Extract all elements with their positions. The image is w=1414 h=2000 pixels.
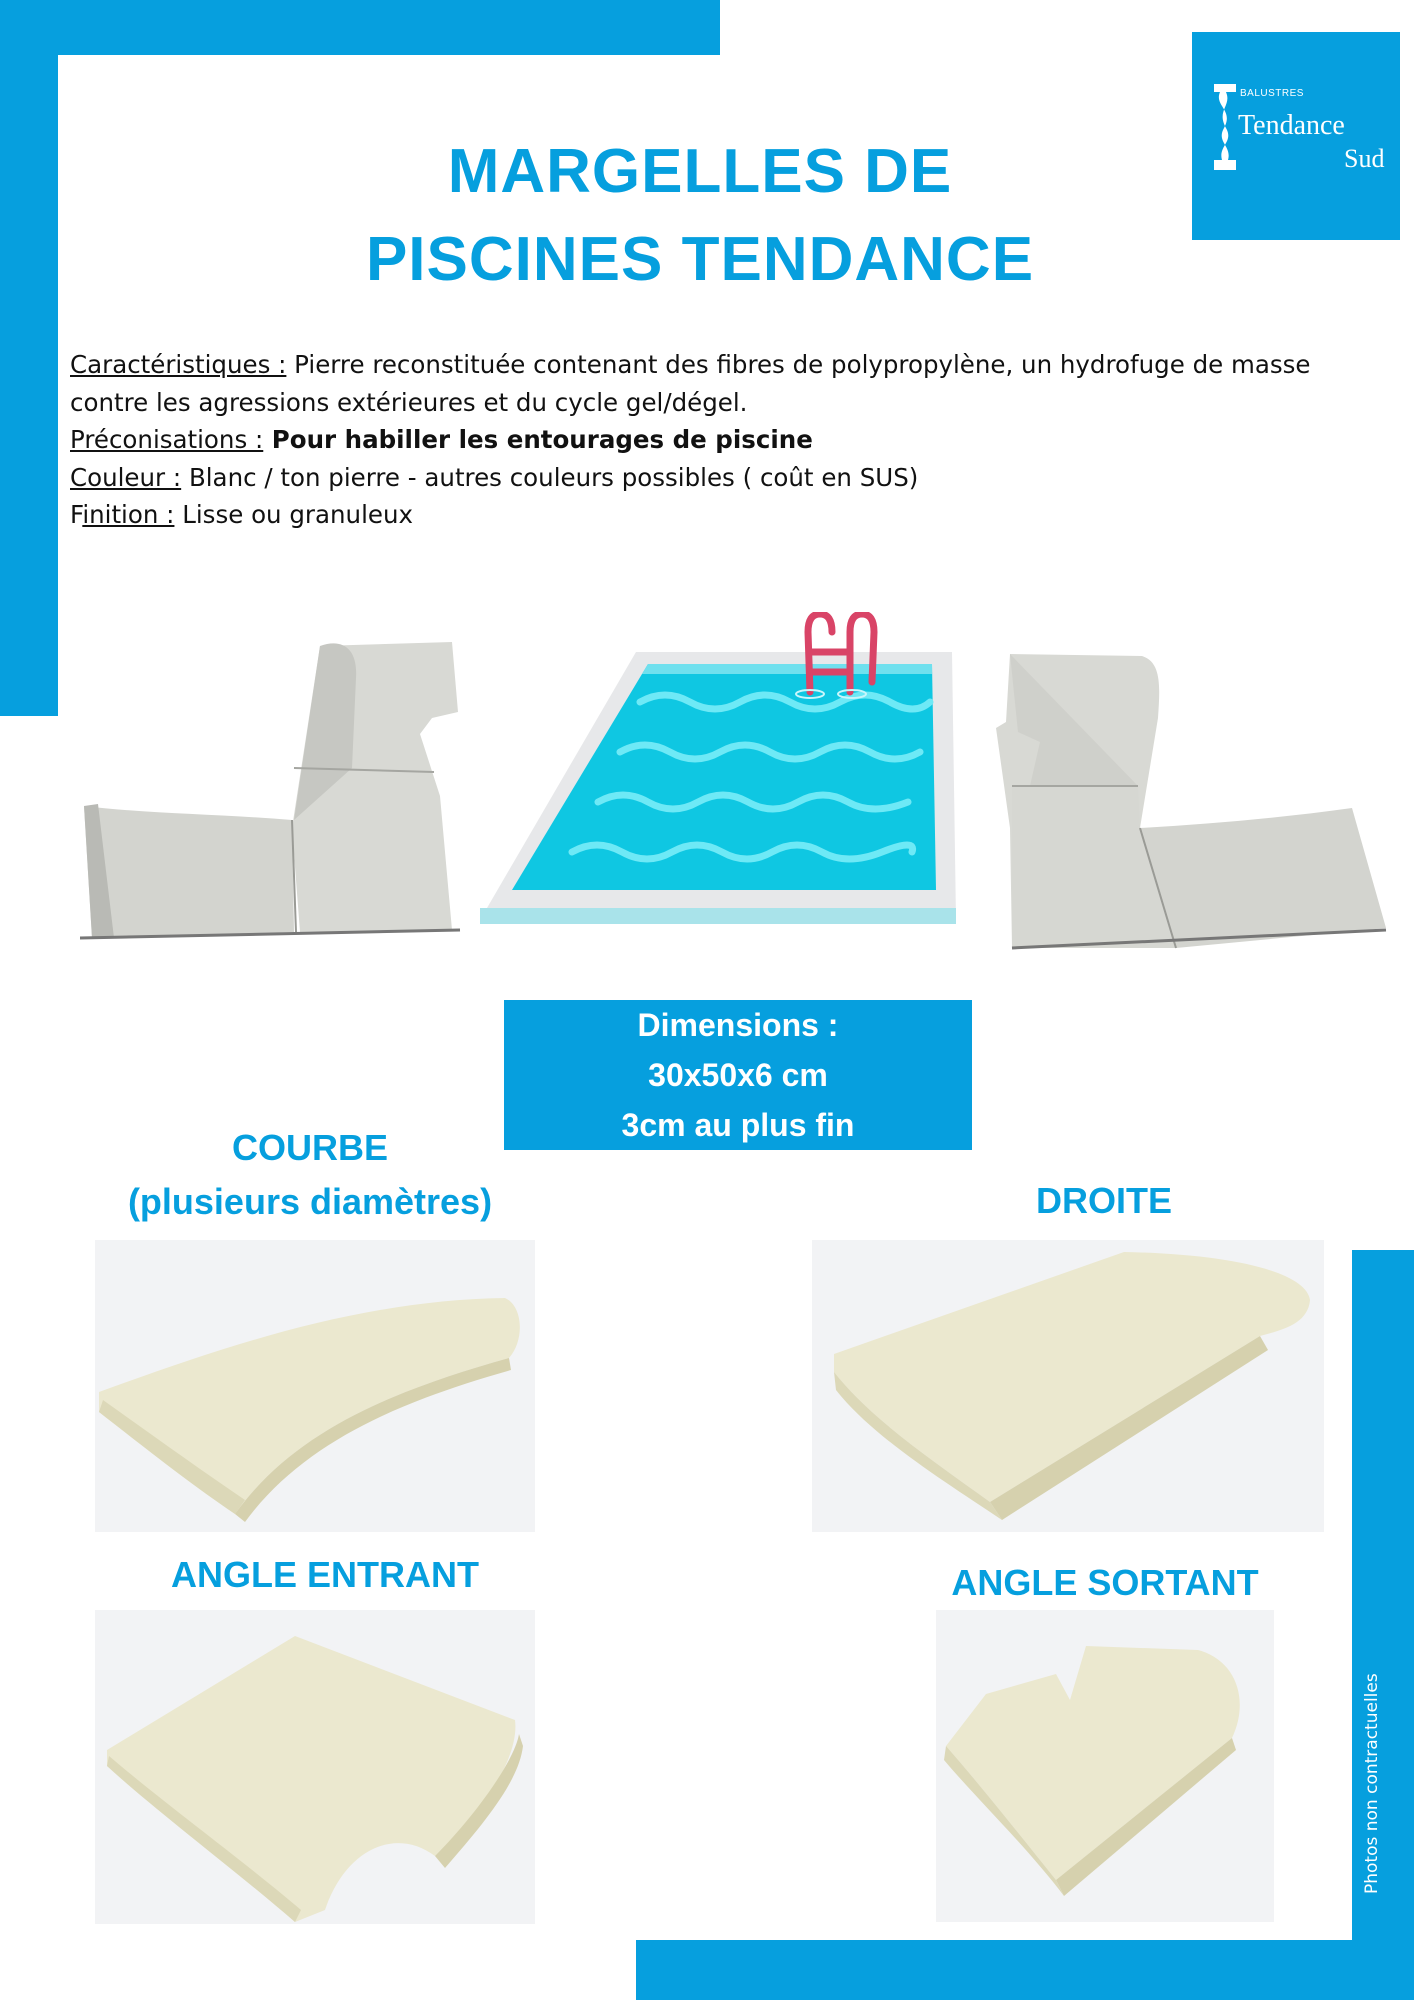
spec-value: Pierre reconstituée contenant des fibres de polypropylène, un hydrofuge de masse contre les agressions extérieures et du cycle gel/dégel. [70,350,1311,417]
coping-stones-right-image [990,648,1390,958]
spec-label: inition : [82,500,175,529]
baluster-icon [1212,84,1240,172]
coping-stones-left-image [80,638,480,948]
angle-entrant-photo [95,1610,535,1924]
pool-illustration [480,612,970,932]
category-courbe-subtitle: (plusieurs diamètres) [127,1181,493,1222]
frame-inner-edge [58,55,738,65]
bottom-accent-bar [636,1940,1414,2000]
courbe-photo [95,1240,535,1532]
spec-value: Lisse ou granuleux [174,500,413,529]
specifications [70,346,1370,534]
spec-label: Préconisations : [70,425,264,454]
droite-photo [812,1240,1324,1532]
category-droite: DROITE [1035,1180,1172,1221]
spec-preconisations [70,421,1370,459]
logo-sub-text: Sud [1344,144,1385,173]
category-courbe-title: COURBE [231,1127,388,1168]
dimensions-thin: 3cm au plus fin [621,1107,855,1143]
logo-main-text: Tendance [1238,110,1345,141]
spec-label-prefix: F [70,500,83,529]
spec-label: Caractéristiques : [70,350,287,379]
title-line-2: PISCINES TENDANCE [365,225,1035,294]
brand-logo [1192,32,1400,240]
spec-label: Couleur : [70,462,182,492]
category-angle-sortant: ANGLE SORTANT [951,1562,1259,1603]
page-title [300,128,1100,304]
disclaimer-text: Photos non contractuelles [1362,1673,1382,1894]
dimensions-box [504,1000,972,1150]
angle-sortant-photo [936,1610,1274,1922]
dimensions-size: 30x50x6 cm [648,1057,828,1093]
spec-value: Pour habiller les entourages de piscine [263,425,813,454]
dimensions-label: Dimensions : [637,1007,839,1043]
left-accent-bar [0,0,58,716]
logo-small-text: BALUSTRES [1240,88,1304,99]
category-courbe [100,1121,520,1229]
spec-caracteristiques [70,346,1370,421]
title-line-1: MARGELLES DE [447,137,953,206]
top-accent-bar [0,0,720,55]
spec-value: Blanc / ton pierre - autres couleurs possibles ( coût en SUS) [181,462,919,492]
category-angle-entrant: ANGLE ENTRANT [171,1554,479,1595]
spec-finition [70,496,1370,534]
spec-couleur [70,459,1370,497]
